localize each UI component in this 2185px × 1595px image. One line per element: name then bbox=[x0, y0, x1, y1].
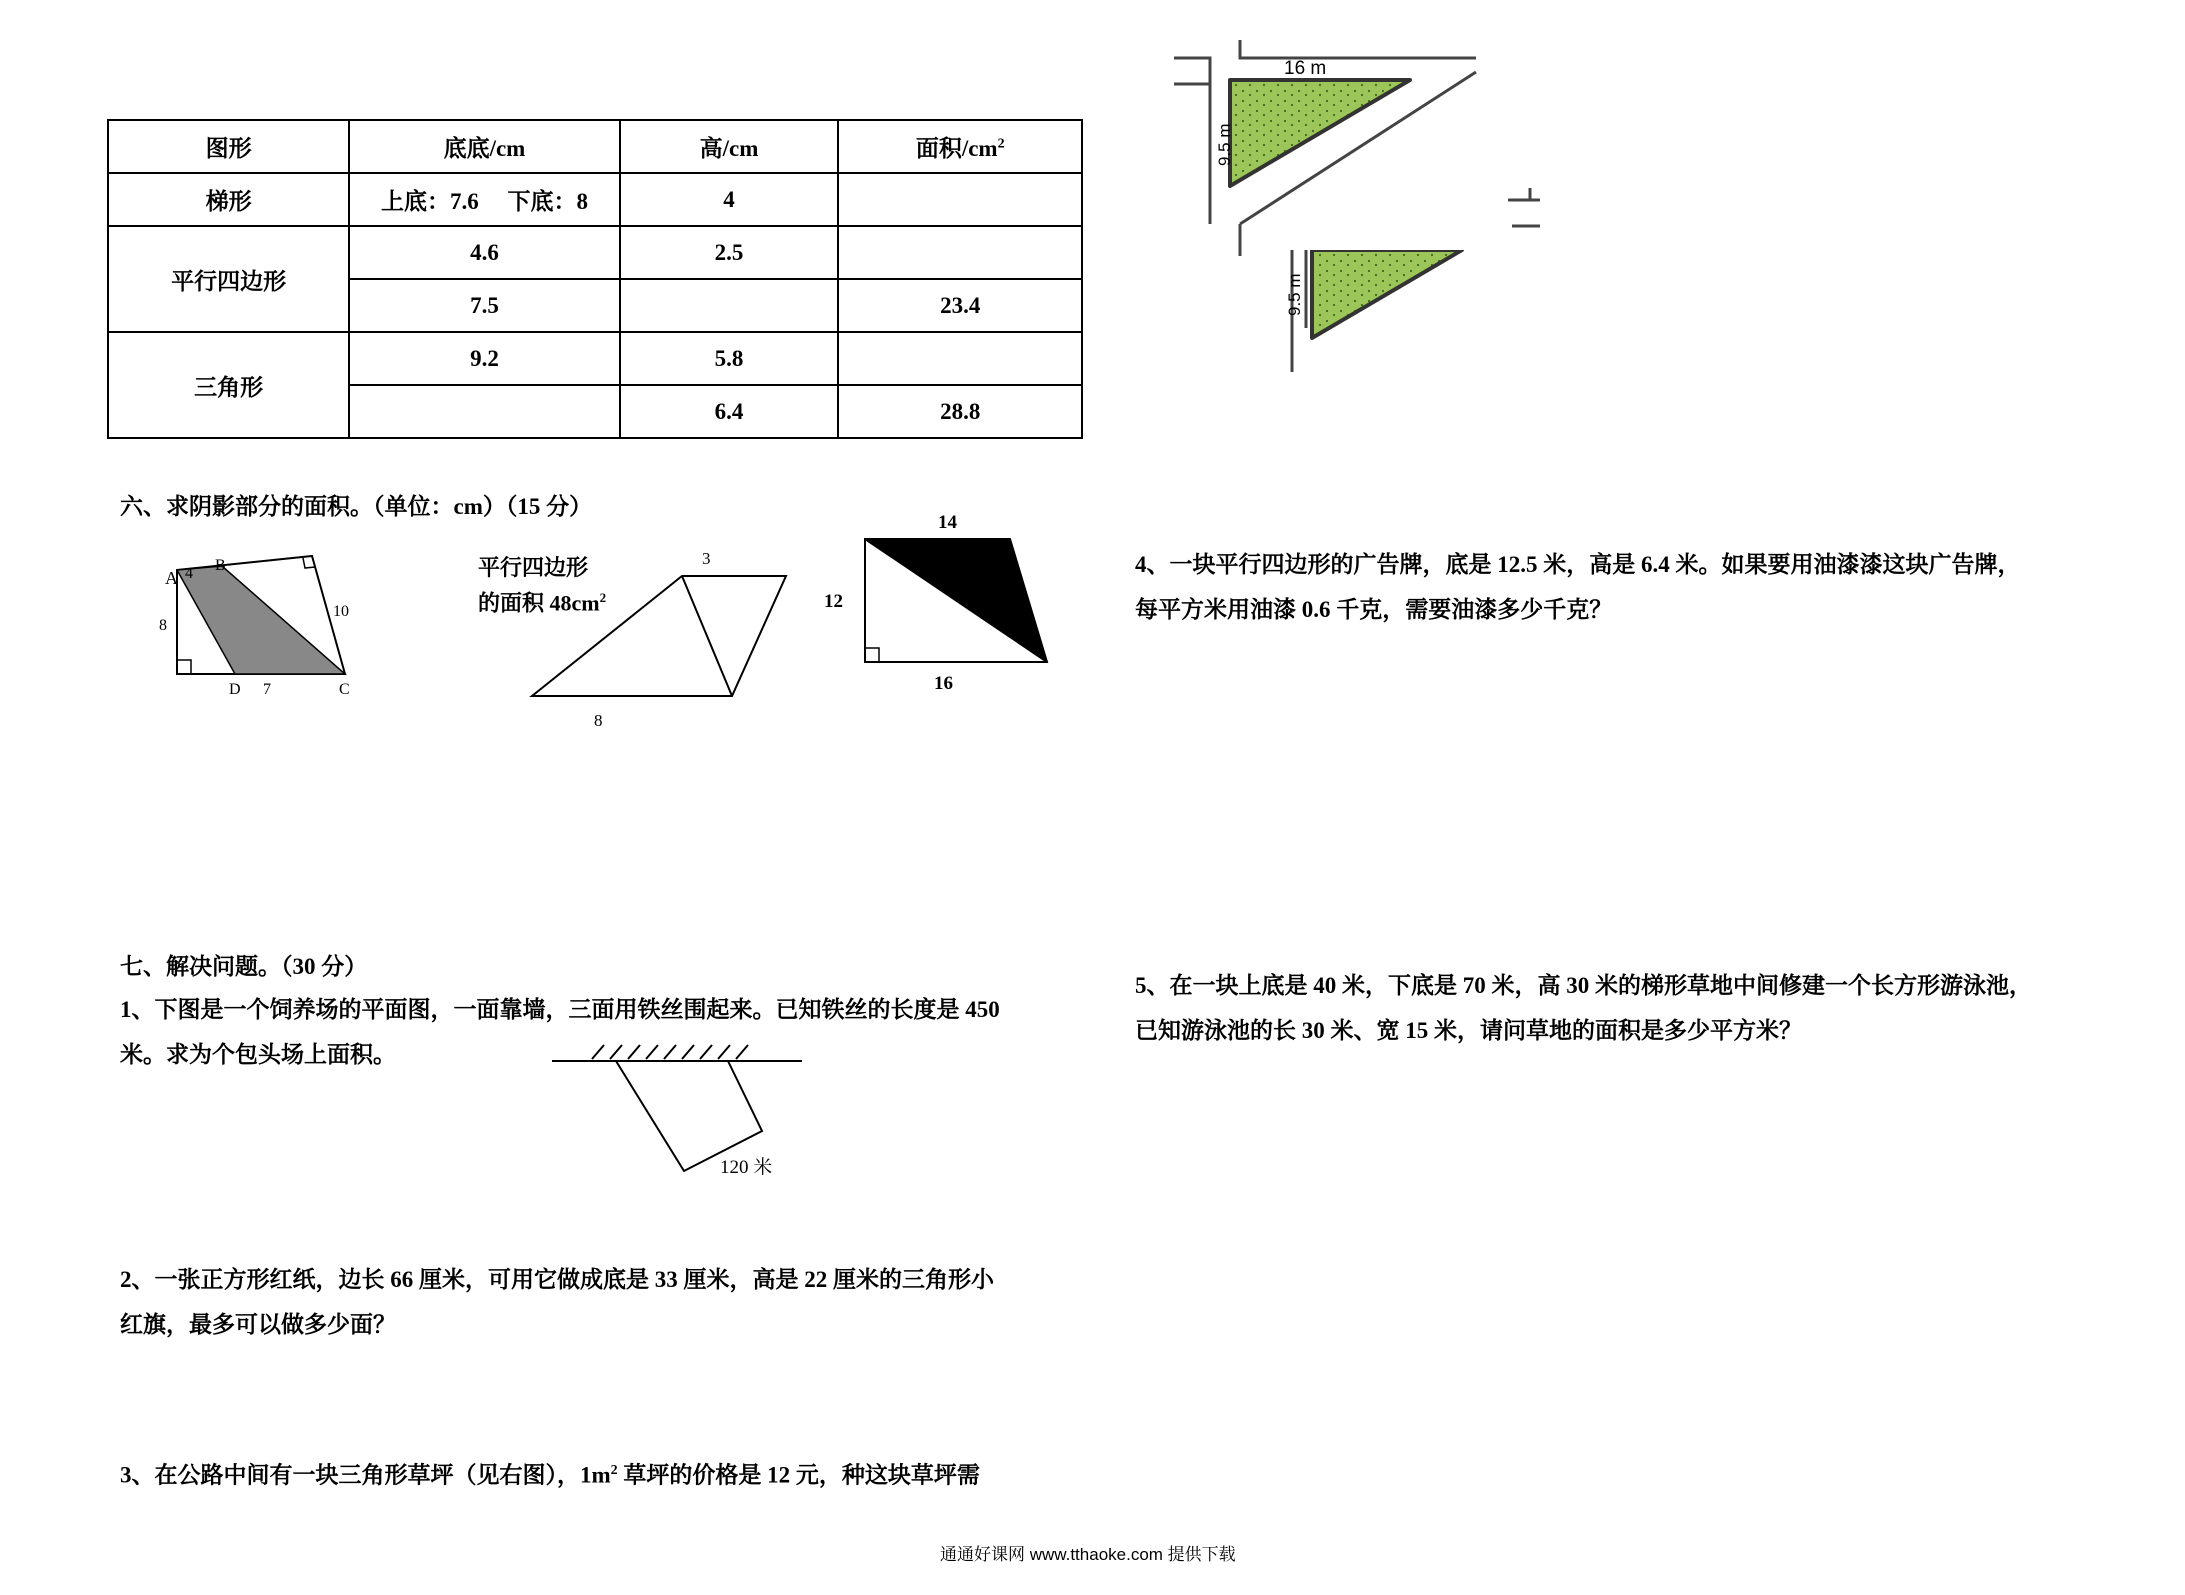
header-height: 高/cm bbox=[620, 120, 839, 173]
question-4-line-2: 每平方米用油漆 0.6 千克，需要油漆多少千克？ bbox=[1135, 597, 1613, 622]
triangle-area-2: 28.8 bbox=[838, 385, 1082, 438]
label-dc: 7 bbox=[263, 681, 271, 698]
question-4-line-1: 4、一块平行四边形的广告牌，底是 12.5 米，高是 6.4 米。如果要用油漆漆这块广告牌， bbox=[1135, 552, 2021, 577]
shaded-figure-1 bbox=[155, 548, 365, 708]
question-1-line-2: 米。求为个包头场上面积。 bbox=[120, 1042, 396, 1067]
question-2-line-1: 2、一张正方形红纸，边长 66 厘米，可用它做成底是 33 厘米，高是 22 厘米的三角形小 bbox=[120, 1267, 994, 1292]
note-line-2: 的面积 $48cm^2$ bbox=[478, 590, 607, 616]
label-left-12: 12 bbox=[824, 591, 843, 612]
label-b: B bbox=[215, 557, 226, 574]
table-row bbox=[108, 226, 1082, 279]
question-2-line-2: 红旗，最多可以做多少面？ bbox=[120, 1312, 396, 1337]
triangle-base-2 bbox=[349, 385, 619, 438]
trapezoid-bases: 上底：7.6 下底：8 bbox=[349, 173, 619, 226]
parallelogram-figure bbox=[520, 540, 800, 740]
table-row bbox=[108, 173, 1082, 226]
triangle-base-1: 9.2 bbox=[349, 332, 619, 385]
page-footer: 通通好课网 www.tthaoke.com 提供下载 bbox=[940, 1545, 1236, 1564]
question-5 bbox=[1135, 963, 2095, 1053]
trapezoid-name: 梯形 bbox=[108, 173, 349, 226]
question-3-text-b: 草坪的价格是 12 元，种这块草坪需 bbox=[617, 1462, 980, 1488]
label-bottom-16: 16 bbox=[934, 673, 953, 694]
triangle-name: 三角形 bbox=[108, 332, 349, 438]
parallelogram-area-1 bbox=[838, 226, 1082, 279]
table-row bbox=[108, 332, 1082, 385]
parallelogram-base-2: 7.5 bbox=[349, 279, 619, 332]
question-4 bbox=[1135, 542, 2095, 632]
note-line-1: 平行四边形 bbox=[478, 555, 589, 580]
section6-title: 六、求阴影部分的面积。（单位：cm）（15 分） bbox=[120, 494, 593, 519]
header-base: 底底/cm bbox=[349, 120, 619, 173]
label-ab: 4 bbox=[185, 565, 193, 582]
parallelogram-height-1: 2.5 bbox=[620, 226, 839, 279]
road-triangle-figure bbox=[1170, 38, 1570, 388]
trapezoid-area bbox=[838, 173, 1082, 226]
section7-title: 七、解决问题。（30 分） bbox=[120, 954, 368, 979]
farm-plan-figure bbox=[550, 1035, 810, 1195]
question-3-text-a: 3、在公路中间有一块三角形草坪（见右图），1m bbox=[120, 1462, 611, 1488]
table-header-row bbox=[108, 120, 1082, 173]
label-c: C bbox=[339, 681, 350, 698]
question-3-sup: 2 bbox=[610, 1463, 618, 1478]
label-side-10: 10 bbox=[333, 603, 349, 620]
parallelogram-area-2: 23.4 bbox=[838, 279, 1082, 332]
shape-table bbox=[107, 119, 1083, 439]
label-120m: 120 米 bbox=[720, 1157, 773, 1178]
label-bottom-8: 8 bbox=[594, 711, 603, 730]
triangle-height-2: 6.4 bbox=[620, 385, 839, 438]
parallelogram-height-2 bbox=[620, 279, 839, 332]
label-side-8: 8 bbox=[159, 617, 167, 634]
trapezoid-height: 4 bbox=[620, 173, 839, 226]
header-area: 面积$/cm^2$ bbox=[838, 120, 1082, 173]
label-a: A bbox=[165, 568, 178, 588]
label-9-5m-upper: 9.5 m bbox=[1215, 123, 1234, 166]
label-top-14: 14 bbox=[938, 512, 957, 533]
header-shape: 图形 bbox=[108, 120, 349, 173]
question-2 bbox=[120, 1257, 1080, 1347]
label-16m: 16 m bbox=[1284, 58, 1327, 79]
triangle-height-1: 5.8 bbox=[620, 332, 839, 385]
question-1-line-1: 1、下图是一个饲养场的平面图，一面靠墙，三面用铁丝围起来。已知铁丝的长度是 450 bbox=[120, 997, 1000, 1022]
label-top-3: 3 bbox=[702, 549, 711, 568]
question-3 bbox=[120, 1448, 1080, 1498]
triangle-area-1 bbox=[838, 332, 1082, 385]
parallelogram-base-1: 4.6 bbox=[349, 226, 619, 279]
parallelogram-name: 平行四边形 bbox=[108, 226, 349, 332]
label-9-5m-lower: 9.5 m bbox=[1285, 273, 1304, 316]
question-5-line-2: 已知游泳池的长 30 米、宽 15 米，请问草地的面积是多少平方米？ bbox=[1135, 1018, 1802, 1043]
label-d: D bbox=[229, 681, 241, 698]
question-5-line-1: 5、在一块上底是 40 米，下底是 70 米，高 30 米的梯形草地中间修建一个长方形游泳池， bbox=[1135, 973, 2032, 998]
trapezoid-figure bbox=[820, 505, 1060, 705]
